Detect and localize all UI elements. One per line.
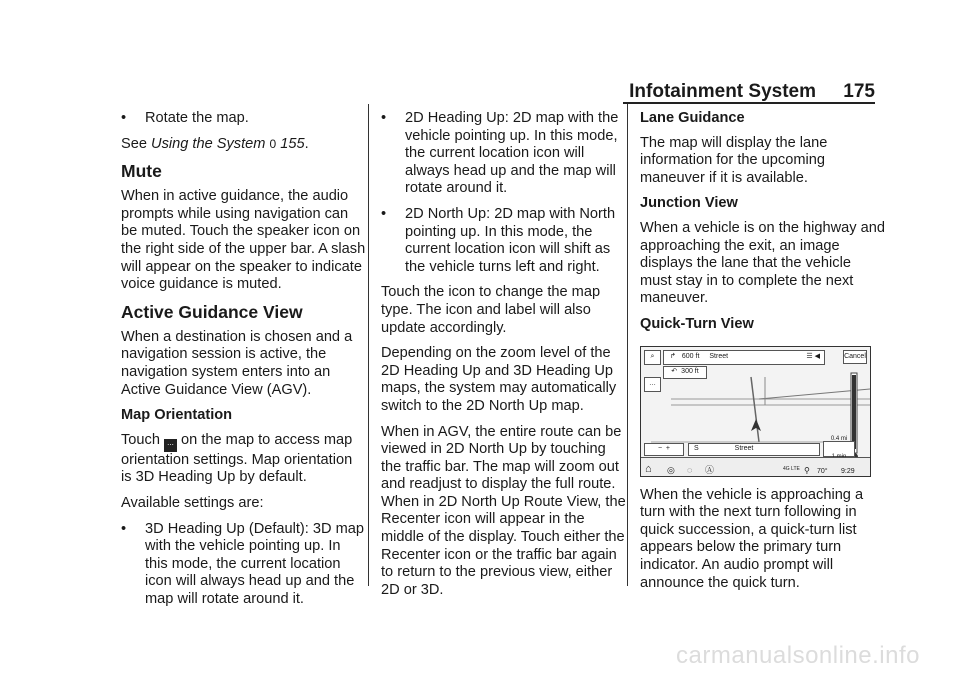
column-divider xyxy=(627,104,628,586)
see-reference: See Using the System 0 155. xyxy=(121,135,309,152)
paragraph: When in active guidance, the audio prompts while using navigation can be muted. Touch the speaker icon on the right side of the upper bar. A slash will appear on the speaker to indicate voice guidance is muted. xyxy=(121,188,366,293)
quick-turn-item: ↶ 300 ft xyxy=(663,366,707,379)
header-title: Infotainment System xyxy=(629,81,817,102)
list-item: • 2D North Up: 2D map with North pointing up. In this mode, the current location icon will shift as the vehicle turns left and right. xyxy=(381,205,616,275)
list-item: • Rotate the map. xyxy=(121,110,249,126)
column-2 xyxy=(381,110,626,607)
subheading-map-orientation: Map Orientation xyxy=(121,407,233,424)
more-icon[interactable]: … xyxy=(644,377,661,392)
cancel-button[interactable]: Cancel xyxy=(843,350,867,364)
nav-icon[interactable]: Ⓐ xyxy=(705,464,715,475)
paragraph: Depending on the zoom level of the 2D Heading Up and 3D Heading Up maps, the system may automatically switch to the 2D North Up map. xyxy=(381,345,617,414)
column-3 xyxy=(640,110,885,600)
page-ref-icon: 0 xyxy=(269,136,277,151)
paragraph: Touch ... on the map to access map orientation settings. Map orientation is 3D Heading Up by default. xyxy=(121,431,353,486)
turn-indicator-bar[interactable]: ↱ 600 ft Street ☰ ◀ xyxy=(663,350,825,365)
paragraph: When a vehicle is on the highway and approaching the exit, an image displays the lane that the vehicle must stay in to complete the next maneuver. xyxy=(640,219,886,307)
current-street-bar: S Street xyxy=(688,443,820,456)
speaker-icon: ☰ ◀ xyxy=(806,353,820,361)
subheading-junction-view: Junction View xyxy=(640,195,738,212)
list-item: • 3D Heading Up (Default): 3D map with the vehicle pointing up. In this mode, the current location icon will always head up and the map will rotate around it. xyxy=(121,520,365,607)
paragraph: When the vehicle is approaching a turn with the next turn following in quick succession, a quick-turn list appears below the primary turn indicator. An audio prompt will announce the quick turn. xyxy=(640,486,864,591)
eta-panel: 0.4 mi xyxy=(823,441,855,457)
search-icon[interactable]: ⌕ xyxy=(644,350,661,365)
phone-icon[interactable]: ◌ xyxy=(687,464,693,475)
watermark: carmanualsonline.info xyxy=(676,642,920,669)
map-orientation-icon: ... xyxy=(164,439,177,452)
home-icon[interactable]: ⌂ xyxy=(645,462,652,475)
paragraph: Touch the icon to change the map type. The icon and label will also update accordingly. xyxy=(381,284,601,336)
subheading-lane-guidance: Lane Guidance xyxy=(640,110,745,126)
page-number: 175 xyxy=(843,81,875,102)
u-turn-icon: ↶ xyxy=(671,368,678,376)
paragraph: When a destination is chosen and a navigation session is active, the navigation system enters into an Active Guidance View (AGV). xyxy=(121,328,353,398)
column-divider xyxy=(368,104,369,586)
turn-right-icon: ↱ xyxy=(670,353,676,361)
list-item: • 2D Heading Up: 2D map with the vehicle pointing up. In this mode, the current location icon will always head up and the map will rotate around it. xyxy=(381,110,619,197)
page-header xyxy=(629,81,875,103)
column-1 xyxy=(121,110,366,616)
header-rule xyxy=(623,102,875,104)
paragraph: Available settings are: xyxy=(121,494,264,511)
paragraph: The map will display the lane information for the upcoming maneuver if it is available. xyxy=(640,134,828,186)
quick-turn-screenshot xyxy=(640,346,871,477)
paragraph: When in AGV, the entire route can be viewed in 2D North Up by touching the traffic bar. The map will zoom out and readjust to display the full route. When in 2D North Up Route View, the Recenter icon will appear in the middle of the display. Touch either the Recenter icon or the traffic bar again to return to the previous view, either 2D or 3D. xyxy=(381,423,626,598)
location-pin-icon: ⚲ xyxy=(804,465,810,475)
section-heading-agv: Active Guidance View xyxy=(121,301,303,322)
zoom-controls[interactable]: − + xyxy=(644,443,684,456)
reference-link[interactable]: Using the System xyxy=(151,135,266,152)
section-heading-mute: Mute xyxy=(121,161,162,182)
status-bar: ⌂ ◎ ◌ Ⓐ 4G LTE ⚲ 70° 9:29 xyxy=(641,457,870,477)
app-icon[interactable]: ◎ xyxy=(667,464,675,475)
subheading-quick-turn: Quick-Turn View xyxy=(640,315,754,332)
